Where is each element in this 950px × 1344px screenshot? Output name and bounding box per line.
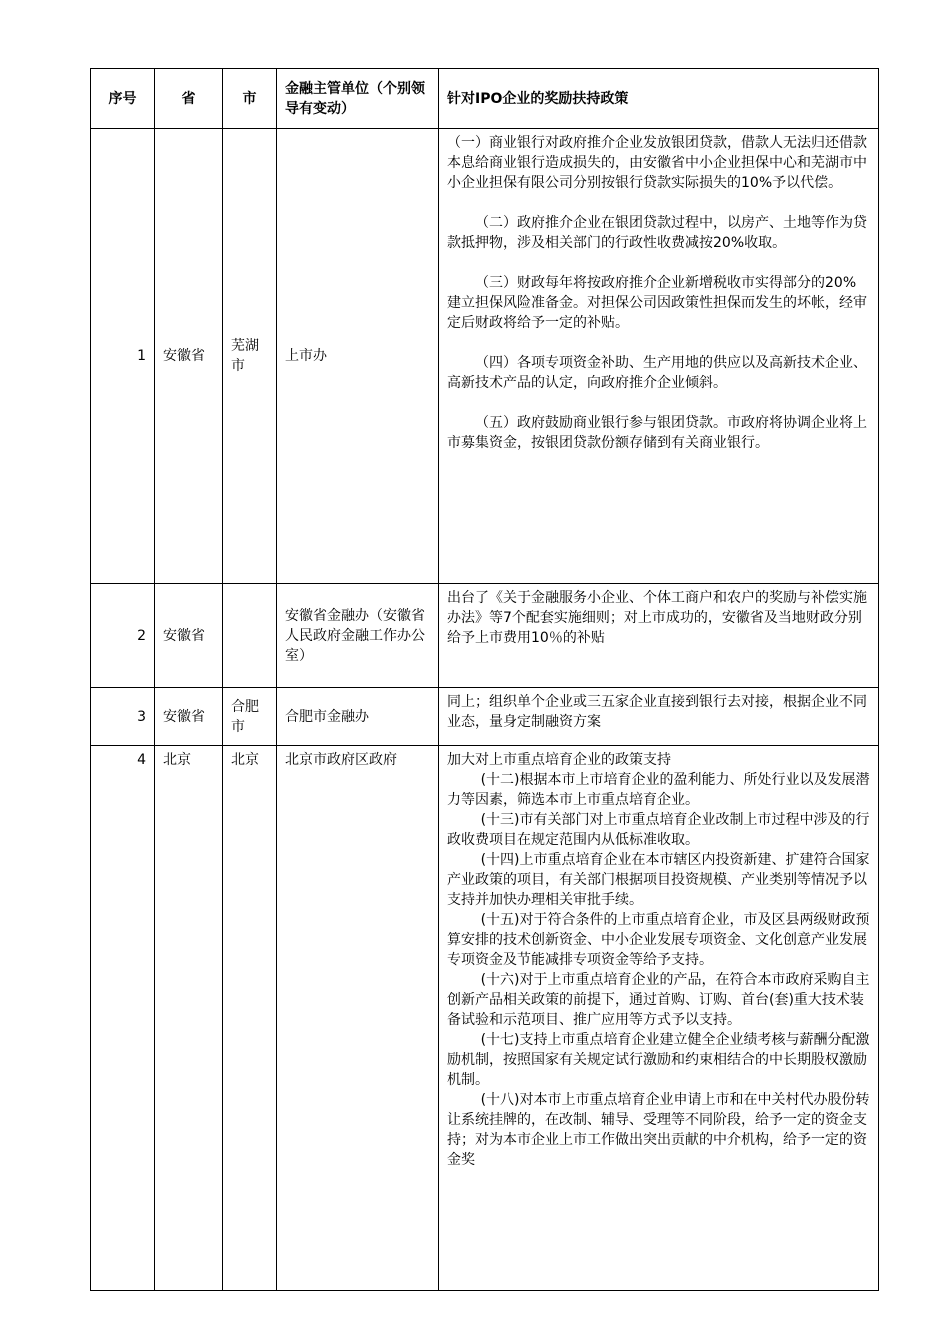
policy-paragraph: （三）财政每年将按政府推介企业新增税收市实得部分的20%建立担保风险准备金。对担保公司因政策性担保而发生的坏帐，经审定后财政将给予一定的补贴。 bbox=[447, 275, 867, 331]
policy-paragraph: （四）各项专项资金补助、生产用地的供应以及高新技术企业、高新技术产品的认定，向政府推介企业倾斜。 bbox=[447, 355, 867, 391]
row-city: 合肥市 bbox=[223, 688, 277, 746]
header-city: 市 bbox=[223, 69, 277, 129]
row-authority: 北京市政府区政府 bbox=[277, 746, 439, 1291]
policy-paragraph: 同上；组织单个企业或三五家企业直接到银行去对接，根据企业不同业态，量身定制融资方案 bbox=[447, 694, 867, 730]
policy-paragraph: (十四)上市重点培育企业在本市辖区内投资新建、扩建符合国家产业政策的项目，有关部门根据项目投资规模、产业类别等情况予以支持并加快办理相关审批手续。 bbox=[447, 852, 870, 908]
policy-paragraph: (十二)根据本市上市培育企业的盈利能力、所处行业以及发展潜力等因素，筛选本市上市重点培育企业。 bbox=[447, 772, 870, 808]
policy-paragraph: 加大对上市重点培育企业的政策支持 bbox=[447, 752, 671, 768]
row-index: 3 bbox=[91, 688, 155, 746]
row-authority: 安徽省金融办（安徽省人民政府金融工作办公室） bbox=[277, 584, 439, 688]
policy-paragraph: (十五)对于符合条件的上市重点培育企业，市及区县两级财政预算安排的技术创新资金、中小企业发展专项资金、文化创意产业发展专项资金及节能减排专项资金等给予支持。 bbox=[447, 912, 870, 968]
row-policy bbox=[439, 746, 879, 1291]
table-row bbox=[91, 584, 879, 688]
policy-paragraph: （一）商业银行对政府推介企业发放银团贷款，借款人无法归还借款本息给商业银行造成损失的，由安徽省中小企业担保中心和芜湖市中小企业担保有限公司分别按银行贷款实际损失的10%予以代偿。 bbox=[447, 135, 867, 191]
table-row bbox=[91, 129, 879, 584]
row-province: 北京 bbox=[155, 746, 223, 1291]
policy-paragraph: (十七)支持上市重点培育企业建立健全企业绩考核与薪酬分配激励机制，按照国家有关规定试行激励和约束相结合的中长期股权激励机制。 bbox=[447, 1032, 870, 1088]
header-policy: 针对IPO企业的奖励扶持政策 bbox=[439, 69, 879, 129]
policy-table bbox=[90, 68, 879, 1291]
row-province: 安徽省 bbox=[155, 688, 223, 746]
row-province: 安徽省 bbox=[155, 129, 223, 584]
row-index: 4 bbox=[91, 746, 155, 1291]
policy-paragraph: （五）政府鼓励商业银行参与银团贷款。市政府将协调企业将上市募集资金，按银团贷款份额存储到有关商业银行。 bbox=[447, 415, 867, 451]
row-authority: 上市办 bbox=[277, 129, 439, 584]
row-city: 北京 bbox=[223, 746, 277, 1291]
row-index: 2 bbox=[91, 584, 155, 688]
policy-paragraph: (十八)对本市上市重点培育企业申请上市和在中关村代办股份转让系统挂牌的，在改制、辅导、受理等不同阶段，给予一定的资金支持；对为本市企业上市工作做出突出贡献的中介机构，给予一定的资金奖 bbox=[447, 1092, 870, 1168]
table-row bbox=[91, 688, 879, 746]
policy-paragraph: 出台了《关于金融服务小企业、个体工商户和农户的奖励与补偿实施办法》等7个配套实施细则；对上市成功的，安徽省及当地财政分别给予上市费用10％的补贴 bbox=[447, 590, 867, 646]
row-index: 1 bbox=[91, 129, 155, 584]
header-authority: 金融主管单位（个别领导有变动） bbox=[277, 69, 439, 129]
table-header-row bbox=[91, 69, 879, 129]
row-policy bbox=[439, 688, 879, 746]
row-province: 安徽省 bbox=[155, 584, 223, 688]
policy-paragraph: (十六)对于上市重点培育企业的产品，在符合本市政府采购自主创新产品相关政策的前提下，通过首购、订购、首台(套)重大技术装备试验和示范项目、推广应用等方式予以支持。 bbox=[447, 972, 870, 1028]
table-row bbox=[91, 746, 879, 1291]
policy-paragraph: （二）政府推介企业在银团贷款过程中，以房产、土地等作为贷款抵押物，涉及相关部门的行政性收费减按20%收取。 bbox=[447, 215, 867, 251]
header-province: 省 bbox=[155, 69, 223, 129]
row-policy bbox=[439, 584, 879, 688]
row-city bbox=[223, 584, 277, 688]
row-policy bbox=[439, 129, 879, 584]
header-index: 序号 bbox=[91, 69, 155, 129]
policy-paragraph: (十三)市有关部门对上市重点培育企业改制上市过程中涉及的行政收费项目在规定范围内从低标准收取。 bbox=[447, 812, 870, 848]
row-city: 芜湖市 bbox=[223, 129, 277, 584]
row-authority: 合肥市金融办 bbox=[277, 688, 439, 746]
